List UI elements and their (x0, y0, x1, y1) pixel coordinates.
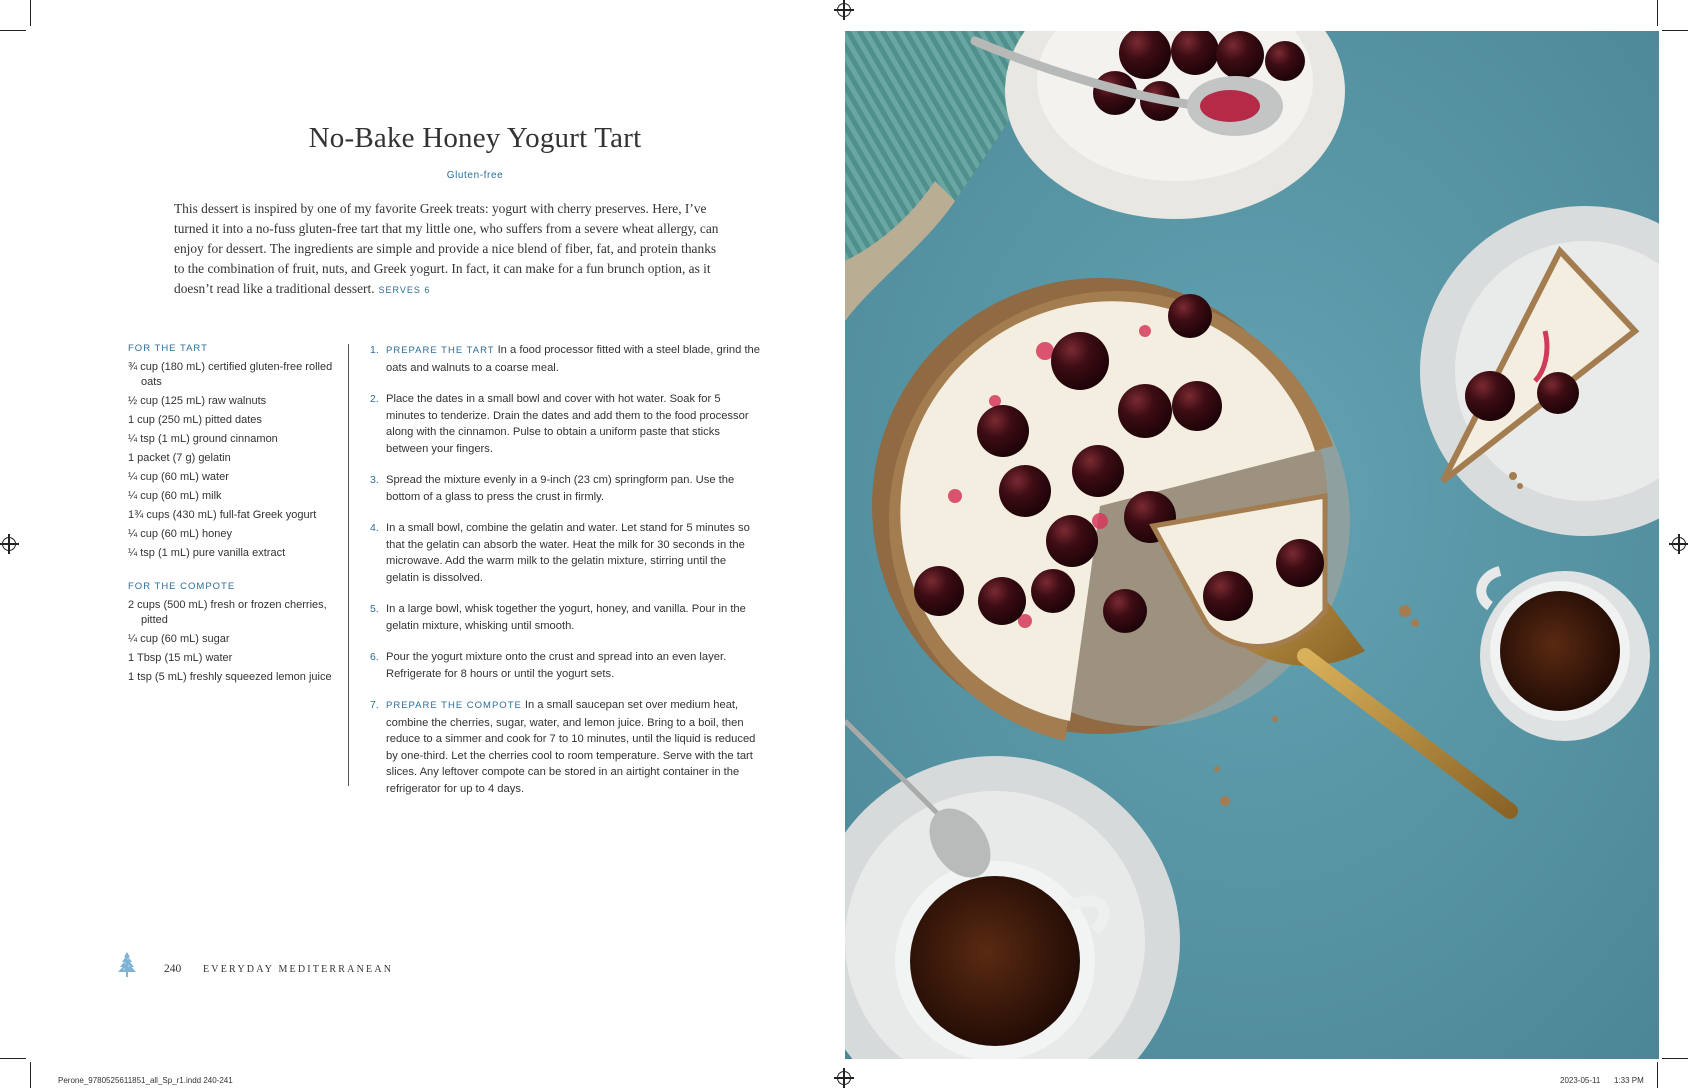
crop-mark (30, 1062, 31, 1088)
column-divider (348, 344, 349, 786)
method-step (370, 342, 762, 376)
coffee-cup-right (1480, 571, 1650, 741)
slug-date: 2023-05-11 (1560, 1076, 1601, 1085)
registration-mark-icon (837, 1071, 851, 1085)
step-number: 6. (370, 651, 379, 663)
method-step (370, 697, 762, 797)
method-step (370, 472, 762, 505)
intro-text: This dessert is inspired by one of my favorite Greek treats: yogurt with cherry preserves. Here, I’ve turned it into a no-fuss gluten-free tart that my little one, who suffers from a severe wheat allergy, can enjoy for dessert. The ingredients are simple and provide a nice blend of fiber, fat, and protein thanks to the combination of fruit, nuts, and Greek yogurt. In fact, it can make for a fun brunch option, as it doesn’t read like a traditional dessert. (174, 201, 719, 296)
registration-mark-icon (2, 537, 16, 551)
ingredients-list (128, 343, 338, 689)
ingredient-item: ¼ tsp (1 mL) pure vanilla extract (128, 547, 286, 559)
ingredient-item: 2 cups (500 mL) fresh or frozen cherries, pitted (128, 599, 327, 626)
method-step (370, 649, 762, 682)
ingredient-item: ¼ cup (60 mL) water (128, 471, 229, 483)
ingredient-item: ¼ cup (60 mL) sugar (128, 633, 230, 645)
ingredient-item: 1 tsp (5 mL) freshly squeezed lemon juice (128, 671, 332, 683)
compote-ingredients (128, 598, 338, 685)
ingredient-item: ½ cup (125 mL) raw walnuts (128, 395, 267, 407)
page-number: 240 (164, 963, 182, 975)
step-number: 1. (370, 344, 379, 356)
slug-time: 1:33 PM (1614, 1076, 1644, 1085)
step-heading: PREPARE THE COMPOTE (386, 700, 522, 711)
method-step (370, 520, 762, 586)
ingredient-item: ¼ cup (60 mL) milk (128, 490, 222, 502)
crop-mark (0, 30, 26, 31)
step-text: Place the dates in a small bowl and cover with hot water. Soak for 5 minutes to tenderize. Drain the dates and add them to the food processor along with the cinnamon. Pulse to obtain a uniform paste that sticks between your fingers. (386, 393, 749, 455)
ingredient-item: 1¾ cups (430 mL) full-fat Greek yogurt (128, 509, 317, 521)
method-step (370, 601, 762, 634)
crop-mark (1662, 1058, 1688, 1059)
step-heading: PREPARE THE TART (386, 345, 495, 356)
crop-mark (1657, 1062, 1658, 1088)
step-number: 5. (370, 603, 379, 615)
step-text: In a large bowl, whisk together the yogurt, honey, and vanilla. Pour in the gelatin mixture, whisking until smooth. (386, 603, 746, 632)
crop-mark (30, 0, 31, 26)
recipe-title: No-Bake Honey Yogurt Tart (308, 122, 642, 154)
step-number: 7. (370, 699, 379, 711)
step-text: In a food processor fitted with a steel blade, grind the oats and walnuts to a coarse meal. (386, 344, 761, 374)
step-number: 4. (370, 522, 379, 534)
step-text: In a small bowl, combine the gelatin and water. Let stand for 5 minutes so that the gelatin can absorb the water. Heat the milk for 30 seconds in the microwave. Add the warm milk to the gelatin mixture, stirring until the gelatin is dissolved. (386, 522, 750, 584)
running-footer-title: EVERYDAY MEDITERRANEAN (203, 964, 394, 975)
registration-mark-icon (1672, 537, 1686, 551)
ingredient-item: ¼ cup (60 mL) honey (128, 528, 232, 540)
recipe-intro (174, 199, 726, 300)
tart-ingredients (128, 360, 338, 561)
ingredient-item: 1 packet (7 g) gelatin (128, 452, 231, 464)
slug-file: Perone_9780525611851_all_Sp_r1.indd 240-241 (58, 1076, 233, 1085)
method-steps (370, 342, 762, 812)
step-text: In a small saucepan set over medium heat, combine the cherries, sugar, water, and lemon juice. Bring to a boil, then reduce to a simmer and cook for 7 to 10 minutes, until the liquid is reduced by one-third. Let the cherries cool to room temperature. Serve with the tart slices. Any leftover compote can be stored in an airtight container in the refrigerator for up to 4 days. (386, 699, 756, 795)
ingredient-item: 1 Tbsp (15 mL) water (128, 652, 233, 664)
step-number: 2. (370, 393, 379, 405)
step-text: Spread the mixture evenly in a 9-inch (23 cm) springform pan. Use the bottom of a glass to press the crust in firmly. (386, 474, 735, 503)
tart-photo (845, 31, 1659, 1059)
crop-mark (1662, 30, 1688, 31)
ingredient-item: ¾ cup (180 mL) certified gluten-free rolled oats (128, 361, 333, 388)
step-number: 3. (370, 474, 379, 486)
ingredient-item: 1 cup (250 mL) pitted dates (128, 414, 262, 426)
crop-mark (0, 1058, 26, 1059)
crop-mark (1657, 0, 1658, 26)
ingredients-heading-tart: FOR THE TART (128, 343, 208, 354)
dietary-tag: Gluten-free (446, 170, 504, 181)
serves-label: SERVES 6 (378, 285, 431, 295)
fir-tree-icon (114, 951, 140, 979)
ingredient-item: ¼ tsp (1 mL) ground cinnamon (128, 433, 278, 445)
method-step (370, 391, 762, 457)
ingredients-heading-compote: FOR THE COMPOTE (128, 581, 236, 592)
registration-mark-icon (837, 3, 851, 17)
step-text: Pour the yogurt mixture onto the crust and spread into an even layer. Refrigerate for 8 hours or until the yogurt sets. (386, 651, 727, 680)
